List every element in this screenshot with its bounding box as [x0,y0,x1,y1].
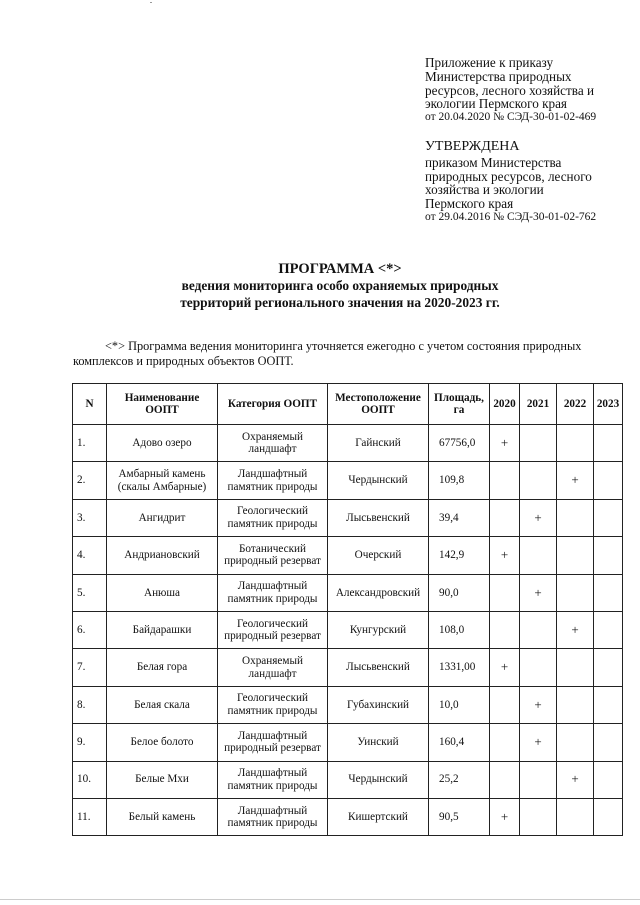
cell-category: Охраняемый ландшафт [218,425,328,462]
cell-location: Очерский [328,537,429,574]
cell-area: 108,0 [429,611,490,648]
cell-category: Геологический памятник природы [218,686,328,723]
cell-2023 [594,499,623,536]
cell-area: 10,0 [429,686,490,723]
cell-area: 142,9 [429,537,490,574]
cell-n: 6. [73,611,107,648]
cell-area: 1331,00 [429,649,490,686]
header-area: Площадь, га [429,384,490,425]
cell-2021 [520,537,557,574]
cell-category: Охраняемый ландшафт [218,649,328,686]
cell-name: Белые Мхи [107,761,218,798]
header-location: Местоположение ООПТ [328,384,429,425]
table-row [73,798,623,835]
cell-location: Лысьвенский [328,649,429,686]
cell-2022 [557,649,594,686]
cell-name: Анюша [107,574,218,611]
cell-2022: + [557,462,594,499]
cell-category: Ландшафтный памятник природы [218,798,328,835]
cell-2021 [520,425,557,462]
cell-2023 [594,724,623,761]
approved-line: Пермского края [425,196,514,212]
cell-2022 [557,537,594,574]
cell-location: Александровский [328,574,429,611]
cell-2021: + [520,724,557,761]
appendix-line: Приложение к приказу [425,55,554,70]
table-row [73,425,623,462]
cell-2022 [557,724,594,761]
cell-n: 2. [73,462,107,499]
cell-2021 [520,462,557,499]
cell-n: 8. [73,686,107,723]
cell-2020 [490,611,520,648]
cell-2021: + [520,574,557,611]
cell-2021 [520,798,557,835]
cell-n: 1. [73,425,107,462]
cell-2021: + [520,686,557,723]
cell-location: Чердынский [328,761,429,798]
appendix-line: ресурсов, лесного хозяйства и [425,82,595,98]
cell-2020 [490,462,520,499]
title-line-3: территорий регионального значения на 2020-2023 гг. [180,294,500,310]
cell-2023 [594,537,623,574]
cell-category: Ландшафтный памятник природы [218,462,328,499]
cell-area: 39,4 [429,499,490,536]
cell-location: Кишертский [328,798,429,835]
cell-n: 7. [73,649,107,686]
approved-order-line: от 29.04.2016 № СЭД-30-01-02-762 [425,210,597,223]
cell-name: Белое болото [107,724,218,761]
header-2022: 2022 [557,384,594,425]
cell-2020 [490,761,520,798]
appendix-block [425,56,635,125]
cell-n: 10. [73,761,107,798]
cell-name: Белый камень [107,798,218,835]
table-row [73,462,623,499]
cell-area: 90,0 [429,574,490,611]
cell-n: 11. [73,798,107,835]
header-category: Категория ООПТ [218,384,328,425]
approved-line: приказом Министерства [425,154,562,170]
table-row [73,649,623,686]
cell-name: Байдарашки [107,611,218,648]
table-header-row [73,384,623,425]
cell-2020 [490,686,520,723]
cell-2022 [557,574,594,611]
document-title [60,260,620,311]
cell-name: Адово озеро [107,425,218,462]
cell-2023 [594,649,623,686]
cell-category: Геологический памятник природы [218,499,328,536]
cell-2020 [490,574,520,611]
cell-2023 [594,425,623,462]
cell-2020: + [490,798,520,835]
cell-2020: + [490,649,520,686]
cell-area: 67756,0 [429,425,490,462]
cell-area: 160,4 [429,724,490,761]
cell-n: 4. [73,537,107,574]
cell-category: Ландшафтный природный резерват [218,724,328,761]
cell-category: Ландшафтный памятник природы [218,761,328,798]
cell-area: 25,2 [429,761,490,798]
cell-name: Белая гора [107,649,218,686]
appendix-line: экологии Пермского края [425,96,568,112]
header-2023: 2023 [594,384,623,425]
cell-name: Андриановский [107,537,218,574]
cell-2020 [490,499,520,536]
cell-2020: + [490,425,520,462]
cell-2022 [557,798,594,835]
appendix-line: Министерства природных [425,68,572,84]
cell-name: Ангидрит [107,499,218,536]
cell-2023 [594,574,623,611]
cell-location: Губахинский [328,686,429,723]
cell-2023 [594,798,623,835]
approved-heading: УТВЕРЖДЕНА [425,139,520,154]
cell-area: 90,5 [429,798,490,835]
cell-n: 3. [73,499,107,536]
header-2021: 2021 [520,384,557,425]
cell-2022 [557,686,594,723]
page-bottom-edge [0,899,640,900]
cell-n: 9. [73,724,107,761]
cell-category: Геологический природный резерват [218,611,328,648]
cell-2021 [520,611,557,648]
cell-category: Ботанический природный резерват [218,537,328,574]
approved-block [425,140,635,225]
title-line-1: ПРОГРАММА <*> [278,261,402,277]
approved-line: хозяйства и экологии [425,182,544,198]
oopt-table [72,383,623,836]
cell-2023 [594,462,623,499]
cell-2021: + [520,499,557,536]
cell-2022 [557,425,594,462]
cell-2020: + [490,537,520,574]
cell-name: Белая скала [107,686,218,723]
cell-location: Уинский [328,724,429,761]
header-2020: 2020 [490,384,520,425]
cell-location: Чердынский [328,462,429,499]
cell-2023 [594,611,623,648]
title-line-2: ведения мониторинга особо охраняемых природных [181,278,499,293]
cell-area: 109,8 [429,462,490,499]
header-n: N [73,384,107,425]
header-name: Наименование ООПТ [107,384,218,425]
cell-2023 [594,686,623,723]
cell-2022: + [557,611,594,648]
appendix-order-line: от 20.04.2020 № СЭД-30-01-02-469 [425,111,597,124]
program-note: <*> Программа ведения мониторинга уточняется ежегодно с учетом состояния природных комплексов и природных объектов ООПТ. [73,339,582,368]
cell-n: 5. [73,574,107,611]
table-row [73,537,623,574]
table-row [73,761,623,798]
cell-2023 [594,761,623,798]
table-row [73,724,623,761]
approved-line: природных ресурсов, лесного [425,168,592,184]
cell-name: Амбарный камень (скалы Амбарные) [107,462,218,499]
cell-2020 [490,724,520,761]
cell-2021 [520,649,557,686]
table-row [73,611,623,648]
cell-location: Гайнский [328,425,429,462]
table-row [73,499,623,536]
cell-2021 [520,761,557,798]
cell-location: Кунгурский [328,611,429,648]
cell-location: Лысьвенский [328,499,429,536]
cell-category: Ландшафтный памятник природы [218,574,328,611]
cell-2022 [557,499,594,536]
table-row [73,574,623,611]
table-row [73,686,623,723]
scan-speck [150,2,152,3]
cell-2022: + [557,761,594,798]
